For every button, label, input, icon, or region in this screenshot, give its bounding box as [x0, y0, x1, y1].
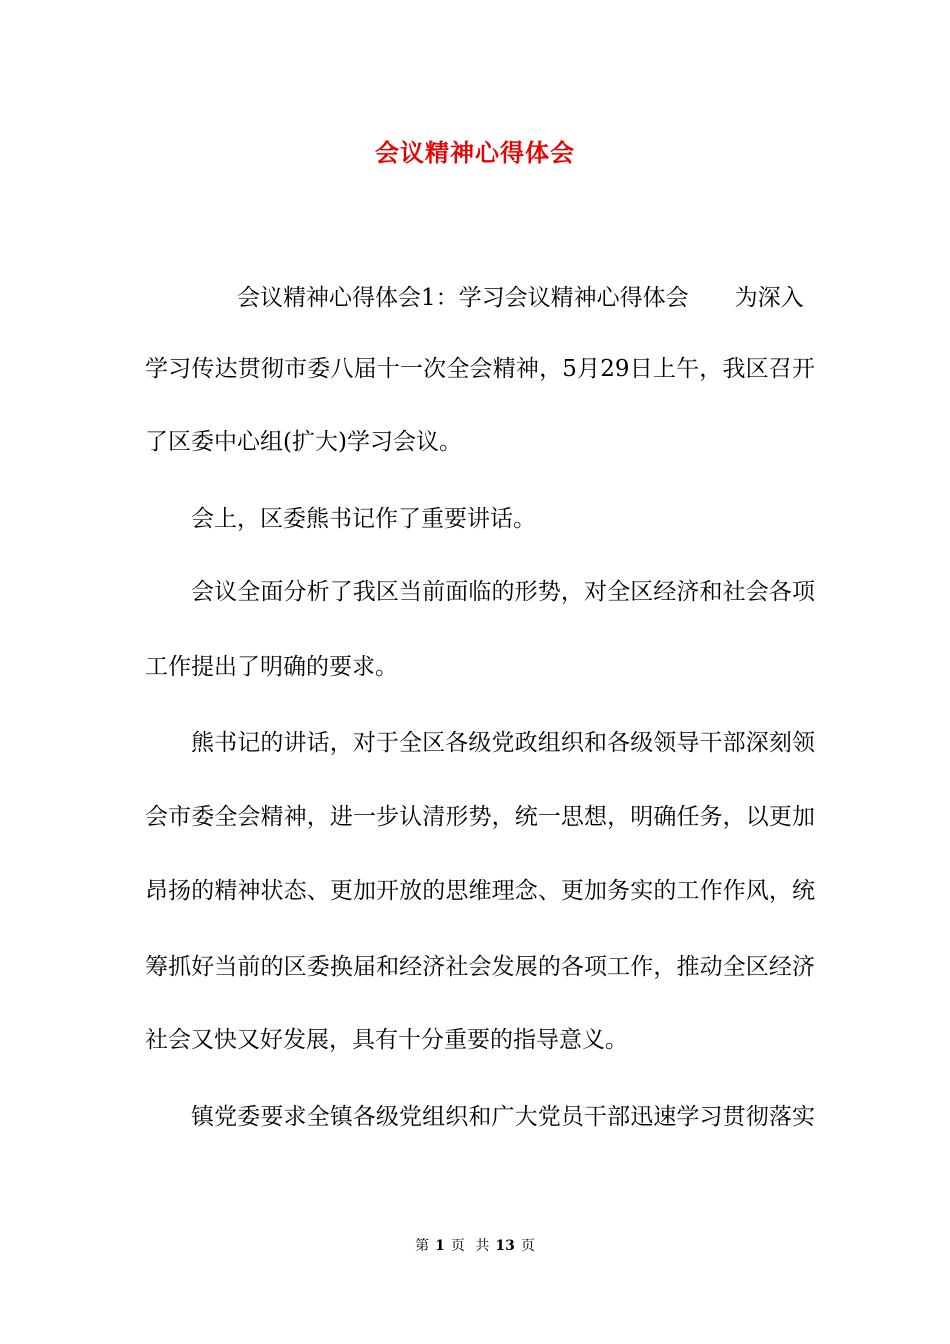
footer-total-pages: 13 — [495, 1238, 515, 1254]
paragraph-line: 会市委全会精神，进一步认清形势，统一思想，明确任务，以更加 — [145, 804, 815, 830]
paragraph-line: 会议全面分析了我区当前面临的形势，对全区经济和社会各项 — [191, 579, 815, 605]
document-title: 会议精神心得体会 — [375, 138, 575, 167]
paragraph-line: 工作提出了明确的要求。 — [145, 654, 398, 680]
footer-prefix: 第 — [415, 1238, 430, 1254]
footer-suffix: 页 — [520, 1238, 535, 1254]
paragraph-line: 社会又快又好发展，具有十分重要的指导意义。 — [145, 1027, 628, 1053]
paragraph-line: 学习传达贯彻市委八届十一次全会精神，5月29日上午，我区召开 — [145, 356, 815, 382]
paragraph-line: 了区委中心组(扩大)学习会议。 — [145, 429, 462, 455]
intro-tail: 为深入 — [734, 285, 804, 311]
footer-middle: 页 共 — [450, 1238, 490, 1254]
intro-heading: 会议精神心得体会1：学习会议精神心得体会 — [237, 285, 689, 311]
paragraph-line: 会上，区委熊书记作了重要讲话。 — [191, 506, 536, 532]
paragraph-line: 镇党委要求全镇各级党组织和广大党员干部迅速学习贯彻落实 — [191, 1104, 815, 1130]
page-footer — [0, 1237, 950, 1255]
paragraph-line: 熊书记的讲话，对于全区各级党政组织和各级领导干部深刻领 — [191, 730, 815, 756]
paragraph-line: 昂扬的精神状态、更加开放的思维理念、更加务实的工作作风，统 — [145, 878, 815, 904]
paragraph-line: 筹抓好当前的区委换届和经济社会发展的各项工作，推动全区经济 — [145, 954, 815, 980]
paragraph-line — [145, 283, 815, 313]
footer-page-number: 1 — [435, 1238, 445, 1254]
